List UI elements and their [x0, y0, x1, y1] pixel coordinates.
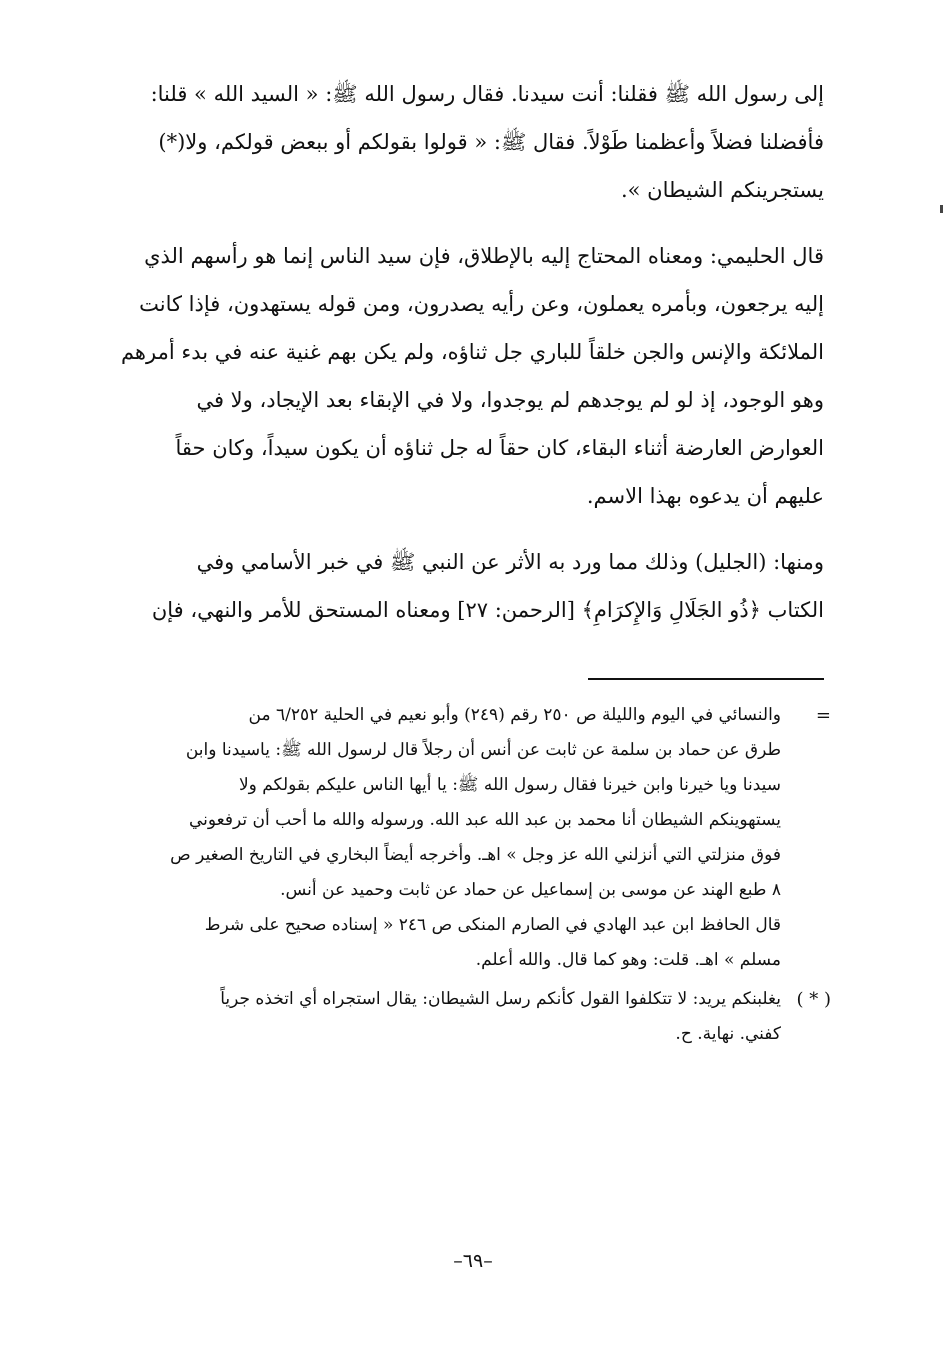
footnote-continuation: [113, 698, 831, 978]
main-line: الملائكة والإنس والجن خلقاً للباري جل ثناؤه، ولم يكن بهم غنية عنه في بدء أمرهم: [120, 340, 824, 364]
main-line: قال الحليمي: ومعناه المحتاج إليه بالإطلاق، فإن سيد الناس إنما هو رأسهم الذي: [144, 244, 824, 268]
main-line: يستجرينكم الشيطان ».: [620, 178, 824, 202]
margin-mark: [940, 205, 943, 213]
footnote-star: [113, 982, 831, 1052]
footnote-separator: [588, 678, 824, 680]
star-marker: ( * ): [796, 989, 831, 1010]
main-line: إلى رسول الله ﷺ فقلنا: أنت سيدنا. فقال رسول الله ﷺ: « السيد الله » قلنا:: [150, 82, 824, 106]
footnotes: [113, 698, 831, 1052]
footnote-line: فوق منزلتي التي أنزلني الله عز وجل » اهـ. وأخرجه أيضاً البخاري في التاريخ الصغير ص: [170, 845, 781, 865]
footnote-line: طرق عن حماد بن سلمة عن ثابت عن أنس أن رجلاً قال لرسول الله ﷺ: ياسيدنا وابن: [185, 740, 781, 760]
main-line: عليهم أن يدعوه بهذا الاسم.: [586, 484, 824, 508]
footnote-line: والنسائي في اليوم والليلة ص ٢٥٠ رقم (٢٤٩) وأبو نعيم في الحلية ٦/٢٥٢ من: [248, 705, 781, 725]
main-line: الكتاب ﴿ذُو الجَلَالِ وَالإِكرَامِ﴾ [الرحمن: ٢٧] ومعناه المستحق للأمر والنهي، فإن: [151, 598, 824, 622]
main-line: العوارض العارضة أثناء البقاء، كان حقاً له جل ثناؤه أن يكون سيداً، وكان حقاً: [175, 436, 824, 460]
continuation-marker: =: [815, 705, 831, 726]
main-text: [118, 70, 824, 634]
main-line: ومنها: (الجليل) وذلك مما ورد به الأثر عن النبي ﷺ في خبر الأسامي وفي: [196, 550, 824, 574]
footnote-line: سيدنا ويا خيرنا وابن خيرنا فقال رسول الله ﷺ: يا أيها الناس عليكم بقولكم ولا: [238, 775, 781, 795]
footnote-line: مسلم » اهـ. قلت: وهو كما قال. والله أعلم.: [475, 950, 781, 970]
footnote-line: كفني. نهاية. ح.: [675, 1024, 781, 1044]
footnote-line: ٨ طبع الهند عن موسى بن إسماعيل عن حماد عن ثابت وحميد عن أنس.: [280, 880, 781, 900]
main-line: فأفضلنا فضلاً وأعظمنا طَوْلاً. فقال ﷺ: « قولوا بقولكم أو ببعض قولكم، ولا(*): [158, 130, 824, 154]
footnote-line: يغلبنكم يريد: لا تتكلفوا القول كأنكم رسل الشيطان: يقال استجراه أي اتخذه جرياً: [220, 989, 781, 1009]
page-number: –٦٩–: [453, 1250, 493, 1272]
footnote-line: قال الحافظ ابن عبد الهادي في الصارم المنكى ص ٢٤٦ « إسناده صحيح على شرط: [204, 915, 781, 935]
main-line: وهو الوجود، إذ لو لم يوجدهم لم يوجدوا، ولا في الإبقاء بعد الإيجاد، ولا في: [196, 388, 824, 412]
main-line: إليه يرجعون، وبأمره يعملون، وعن رأيه يصدرون، ومن قوله يستهدون، فإذا كانت: [139, 292, 824, 316]
footnote-line: يستهوينكم الشيطان أنا محمد بن عبد الله عبد الله. ورسوله والله ما أحب أن ترفعوني: [188, 810, 781, 830]
